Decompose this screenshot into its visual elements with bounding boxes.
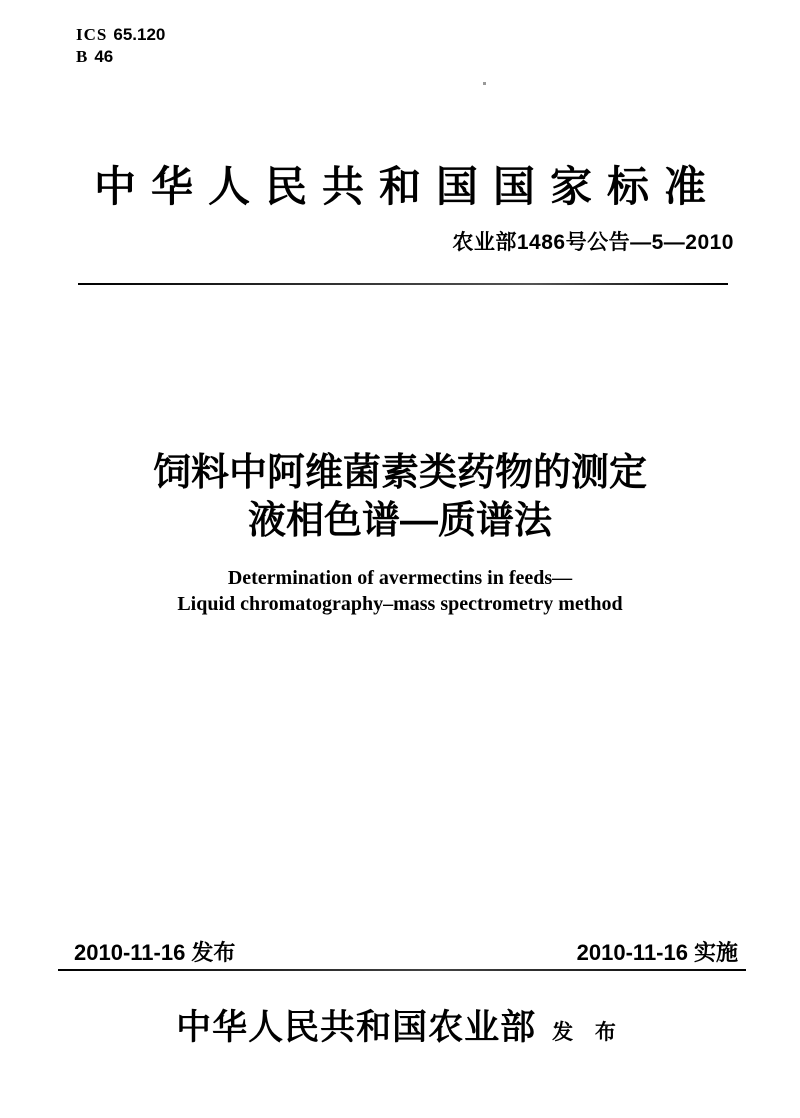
implement-date: 2010-11-16 [576,940,688,965]
ics-line [76,24,165,46]
footer-divider-line [58,969,746,971]
issue-date-line [74,936,235,967]
standard-title-en-line1: Determination of avermectins in feeds— [227,567,573,589]
national-standard-heading: 中华人民共和国国家标准 [93,163,721,210]
standard-title-cn-line1: 饲料中阿维菌素类药物的测定 [152,452,647,494]
standard-title-en-line2: Liquid chromatography–mass spectrometry method [177,593,623,615]
announcement-number: 农业部1486号公告—5—2010 [452,231,734,254]
publisher-name: 中华人民共和国农业部 [176,1008,537,1047]
classification-code: 46 [94,47,114,66]
ics-code: 65.120 [113,25,166,44]
issue-date: 2010-11-16 [74,940,186,965]
ics-label: ICS [76,25,108,44]
header-divider-line [78,283,728,285]
standard-title-cn-line2: 液相色谱—质谱法 [247,500,552,542]
publisher-line [0,1000,800,1050]
issue-label: 发布 [191,940,236,965]
scan-speck [483,82,486,85]
implement-date-line [577,936,738,967]
implement-label: 实施 [693,940,738,965]
classification-label: B [76,47,89,66]
classification-line [76,46,165,68]
publish-label: 发 布 [552,1021,624,1044]
ics-classification-block [76,24,165,68]
